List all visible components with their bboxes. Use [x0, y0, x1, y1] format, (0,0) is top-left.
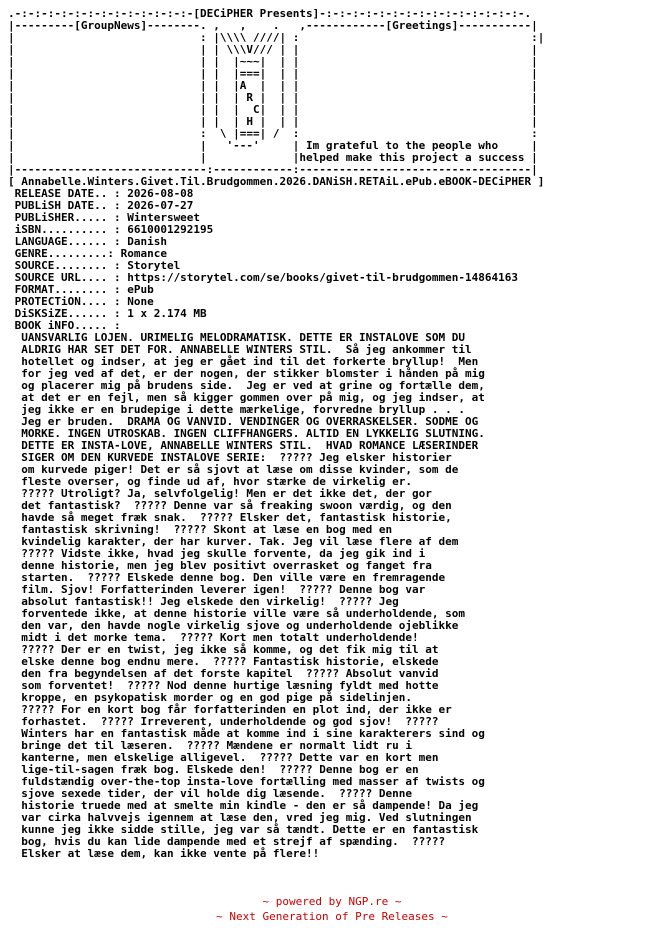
book-description: [8, 332, 544, 860]
header-art-line: .-:-:-:-:-:-:-:-:-:-:-:-:-:-[DECiPHER Presents]-:-:-:-:-:-:-:-:-:-:-:-:-:-:-:-.: [8, 7, 532, 20]
description-line: sjove sexede tider, der vil holde dig læsende. ????? Denne: [8, 787, 412, 800]
description-line: ALDRIG HAR SET DET FOR. ANNABELLE WINTERS STIL. Så jeg ankommer til: [8, 343, 472, 356]
header-art: [8, 8, 544, 176]
info-source: SOURCE........ : Storytel: [8, 259, 181, 272]
description-line: hotellet og indser, at jeg er gået ind til det forkerte bryllup! Men: [8, 355, 479, 368]
description-line: for jeg ved af det, er der nogen, der stikker blomster i hånden på mig: [8, 367, 485, 380]
info-book-info: BOOK iNFO..... :: [8, 319, 121, 332]
description-line: film. Sjov! Forfatterinden leverer igen! ????? Denne bog var: [8, 583, 426, 596]
header-art-line: | | | |===| | | |: [8, 67, 538, 80]
description-line: midt i det morke tema. ????? Kort men totalt underholdende!: [8, 631, 419, 644]
description-line: ????? Vidste ikke, hvad jeg skulle forvente, da jeg gik ind i: [8, 547, 426, 560]
description-line: bog, hvis du kan lide dampende med et strejf af spænding. ?????: [8, 835, 446, 848]
description-line: kroppe, en psykopatisk morder og en god pige på sidelinjen.: [8, 691, 412, 704]
description-line: Winters har en fantastisk måde at komme ind i sine karakterers sind og: [8, 727, 485, 740]
header-art-line: | | | |~~~| | | |: [8, 55, 538, 68]
header-art-line: | | |helped make this project a success |: [8, 151, 538, 164]
description-line: fantastisk skrivning! ????? Skont at læse en bog med en: [8, 523, 393, 536]
description-line: MORKE. INGEN UTROSKAB. INGEN CLIFFHANGERS. ALTID EN LYKKELIG SLUTNING.: [8, 427, 485, 440]
info-isbn: iSBN.......... : 6610001292195: [8, 223, 214, 236]
description-line: lige-til-sagen fræk bog. Elskede den! ????? Denne bog er en: [8, 763, 419, 776]
description-line: historie truede med at smelte min kindle - den er så dampende! Da jeg: [8, 799, 479, 812]
description-line: forventede ikke, at denne historie ville være så underholdende, som: [8, 607, 465, 620]
description-line: Elsker at læse dem, kan ikke vente på flere!!: [8, 847, 320, 860]
description-line: ????? For en kort bog får forfatterinden en plot ind, der ikke er: [8, 703, 452, 716]
description-line: fleste overser, og finde ud af, hvor stærke de virkelig er.: [8, 475, 412, 488]
description-line: elske denne bog endnu mere. ????? Fantastisk historie, elskede: [8, 655, 439, 668]
description-line: denne historie, men jeg blev positivt overrasket og fanget fra: [8, 559, 432, 572]
description-line: SIGER OM DEN KURVEDE INSTALOVE SERIE: ????? Jeg elsker historier: [8, 451, 452, 464]
header-art-line: | | | |A | | | |: [8, 79, 538, 92]
description-line: bringe det til læseren. ????? Mændene er normalt lidt ru i: [8, 739, 412, 752]
info-protection: PROTECTiON.... : None: [8, 295, 154, 308]
header-art-line: |-----------------------------:------------:-----------------------------------|: [8, 163, 538, 176]
header-art-line: | | '---' | Im grateful to the people who |: [8, 139, 538, 152]
description-line: den var, den havde nogle virkelig sjove og underholdende ojeblikke: [8, 619, 459, 632]
description-line: det fantastisk? ????? Denne var så freaking swoon værdig, og den: [8, 499, 452, 512]
info-genre: GENRE.........: Romance: [8, 247, 167, 260]
info-publisher: PUBLiSHER..... : Wintersweet: [8, 211, 201, 224]
footer: [0, 894, 664, 924]
description-line: UANSVARLIG LOJEN. URIMELIG MELODRAMATISK. DETTE ER INSTALOVE SOM DU: [8, 331, 465, 344]
description-line: fuldstændig over-the-top insta-love fortælling med masser af twists og: [8, 775, 485, 788]
description-line: kunne jeg ikke sidde stille, jeg var så tændt. Dette er en fantastisk: [8, 823, 479, 836]
description-line: kvindelig karakter, der har kurver. Tak. Jeg vil læse flere af dem: [8, 535, 459, 548]
header-art-line: |---------[GroupNews]--------. , , . ,------------[Greetings]-----------|: [8, 19, 538, 32]
info-disksize: DiSKSiZE...... : 1 x 2.174 MB: [8, 307, 207, 320]
description-line: og placerer mig på brudens side. Jeg er ved at grine og fortælle dem,: [8, 379, 485, 392]
info-language: LANGUAGE...... : Danish: [8, 235, 167, 248]
info-release-date: RELEASE DATE.. : 2026-08-08: [8, 187, 194, 200]
info-block: [8, 188, 544, 332]
description-line: som forventet! ????? Nod denne hurtige læsning fyldt med hotte: [8, 679, 439, 692]
description-line: DETTE ER INSTA-LOVE, ANNABELLE WINTERS STIL. HVAD ROMANCE LÆSERINDER: [8, 439, 479, 452]
description-line: kanterne, men elskelige alligevel. ????? Dette var en kort men: [8, 751, 439, 764]
description-line: om kurvede piger! Det er så sjovt at læse om disse kvinder, som de: [8, 463, 459, 476]
info-source-url: SOURCE URL.... : https://storytel.com/se/books/givet-til-brudgommen-14864163: [8, 271, 518, 284]
header-art-line: | | | | R | | | |: [8, 91, 538, 104]
nfo-text: [8, 8, 544, 860]
footer-tagline: ~ Next Generation of Pre Releases ~: [216, 910, 448, 923]
release-name: [ Annabelle.Winters.Givet.Til.Brudgommen.2026.DANiSH.RETAiL.ePub.eBOOK-DECiPHER ]: [8, 175, 545, 188]
description-line: absolut fantastisk!! Jeg elskede den virkelig! ????? Jeg: [8, 595, 399, 608]
header-art-line: | : |\\\\ ////| : :|: [8, 31, 545, 44]
header-art-line: | | | | C| | | |: [8, 103, 538, 116]
description-line: starten. ????? Elskede denne bog. Den ville være en fremragende: [8, 571, 446, 584]
description-line: ????? Utroligt? Ja, selvfolgelig! Men er det ikke det, der gor: [8, 487, 432, 500]
info-publish-date: PUBLiSH DATE.. : 2026-07-27: [8, 199, 194, 212]
description-line: forhastet. ????? Irreverent, underholdende og god sjov! ?????: [8, 715, 439, 728]
header-art-line: | | | | H | | | |: [8, 115, 538, 128]
info-format: FORMAT........ : ePub: [8, 283, 154, 296]
description-line: ????? Der er en twist, jeg ikke så komme, og det fik mig til at: [8, 643, 439, 656]
description-line: at det er en fejl, men så kigger gommen over på mig, og jeg indser, at: [8, 391, 485, 404]
powered-by-link[interactable]: ~ powered by NGP.re ~: [262, 895, 402, 908]
header-art-line: | : \ |===| / : :: [8, 127, 538, 140]
header-art-line: | | | \\\V/// | | |: [8, 43, 538, 56]
description-line: den fra begyndelsen af det forste kapitel ????? Absolut vanvid: [8, 667, 439, 680]
description-line: jeg ikke er en brudepige i dette mærkelige, forvredne bryllup . . .: [8, 403, 465, 416]
description-line: Jeg er bruden. DRAMA OG VANVID. VENDINGER OG OVERRASKELSER. SODME OG: [8, 415, 479, 428]
description-line: havde så meget fræk snak. ????? Elsker det, fantastisk historie,: [8, 511, 452, 524]
description-line: var cirka halvvejs igennem at læse den, vred jeg mig. Ved slutningen: [8, 811, 472, 824]
